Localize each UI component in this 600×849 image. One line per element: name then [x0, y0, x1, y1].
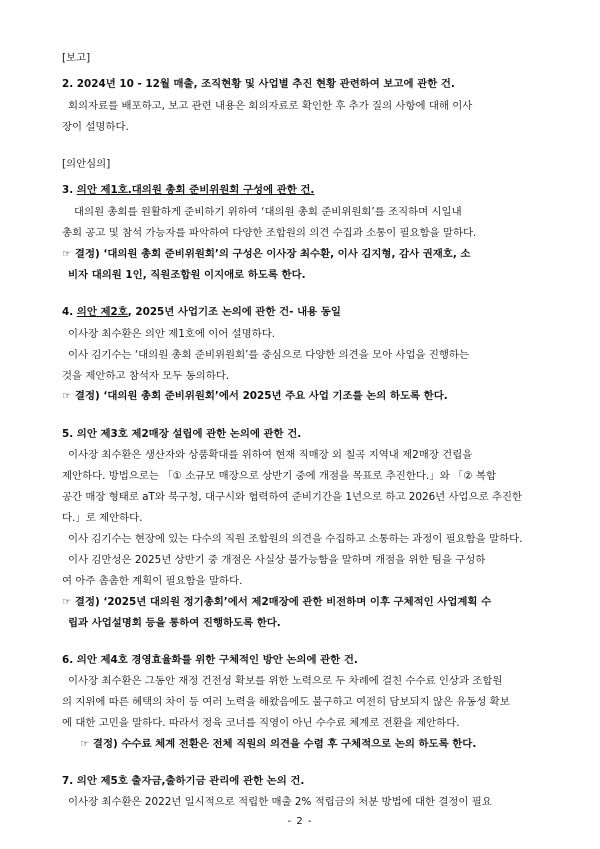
item-2-body-line: 회의자료를 배포하고, 보고 관련 내용은 회의자료로 확인한 후 추가 질의 사항에 대해 이사 [68, 100, 473, 112]
item-4-title-underlined: 의안 제2호 [76, 306, 128, 318]
item-5-decision-line: ☞ 결정) ‘2025년 대의원 정기총회’에서 제2매장에 관한 비전하며 이후 구체적인 사업계획 수 [62, 596, 492, 608]
item-4-title [62, 306, 550, 319]
page-number: - 2 - [287, 816, 313, 827]
item-6-decision-line: ☞ 결정) 수수료 체계 전환은 전체 직원의 의견을 수렴 후 구체적으로 논의 하도록 한다. [80, 738, 477, 750]
item-6-title: 6. 의안 제4호 경영효율화를 위한 구체적인 방안 논의에 관한 건. [62, 654, 358, 666]
item-3-decision-line: 비자 대의원 1인, 직원조합원 이지애로 하도록 한다. [68, 269, 306, 281]
item-4-body-line: 이사 김기수는 ‘대의원 총회 준비위원회’를 중심으로 다양한 의견을 모아 사업을 진행하는 [68, 349, 469, 361]
item-5-body-line: 다.」로 제안하다. [62, 512, 143, 524]
item-3-number: 3. [62, 184, 77, 196]
item-4-body-line: 이사장 최수환은 의안 제1호에 이어 설명하다. [68, 328, 276, 340]
item-7-body-line: 이사장 최수환은 2022년 일시적으로 적립한 매출 2% 적립금의 처분 방법에 대한 결정이 필요 [68, 796, 492, 808]
item-5-body-line: 공간 매장 형태로 aT와 북구청, 대구시와 협력하여 준비기간을 1년으로 하고 2026년 사업으로 추진한 [62, 491, 523, 503]
item-2-title: 2. 2024년 10 - 12월 매출, 조직현황 및 사업별 추진 현황 관련하여 보고에 관한 건. [62, 78, 455, 90]
item-5-body-line: 이사장 최수환은 생산자와 상품확대를 위하여 현재 직매장 외 칠곡 지역내 제2매장 건립을 [68, 449, 473, 461]
item-5-body-line: 이사 김만성은 2025년 상반기 중 개점은 사실상 불가능함을 말하며 개점을 위한 팀을 구성하 [68, 554, 486, 566]
item-5-decision-line: 립과 사업설명회 등을 통하여 진행하도록 한다. [68, 617, 281, 629]
item-3-title-text: 의안 제1호.대의원 총회 준비위원회 구성에 관한 건. [76, 184, 315, 196]
item-3-body-line: 총회 공고 및 참석 가능자를 파악하여 다양한 조합원의 의견 수집과 소통이 필요함을 말하다. [62, 227, 477, 239]
item-6-body-line: 이사장 최수환은 그동안 재정 건전성 확보를 위한 노력으로 두 차례에 걸친 수수료 인상과 조합원 [68, 675, 503, 687]
item-6-body-line: 에 대한 고민을 말하다. 따라서 정육 코너를 직영이 아닌 수수료 체계로 전환을 제안하다. [62, 717, 460, 729]
agenda-section-header: [의안심의] [62, 158, 111, 170]
item-7-title: 7. 의안 제5호 출자금,출하기금 관리에 관한 논의 건. [62, 775, 305, 787]
item-6-body-line: 의 지위에 따른 혜택의 차이 등 여러 노력을 해왔음에도 불구하고 여전히 담보되지 않은 유동성 확보 [62, 696, 510, 708]
item-5-body-line: 제안하다. 방법으로는 「① 소규모 매장으로 상반기 중에 개점을 목표로 추진한다.」와 「② 복합 [62, 470, 497, 482]
item-4-decision-line: ☞ 결정) ‘대의원 총회 준비위원회’에서 2025년 주요 사업 기조를 논의 하도록 한다. [62, 390, 448, 402]
report-section-header: [보고] [62, 52, 91, 64]
item-5-title: 5. 의안 제3호 제2매장 설립에 관한 논의에 관한 건. [62, 428, 302, 440]
item-3-title [62, 184, 550, 197]
item-5-body-line: 여 아주 촘촘한 계획이 필요함을 말하다. [62, 575, 243, 587]
item-3-decision-line: ☞ 결정) ‘대의원 총회 준비위원회’의 구성은 이사장 최수환, 이사 김지형, 감사 권재호, 소 [62, 248, 471, 260]
item-4-title-rest: , 2025년 사업기조 논의에 관한 건- 내용 동일 [127, 306, 341, 318]
item-4-number: 4. [62, 306, 77, 318]
item-2-body-line: 장이 설명하다. [62, 121, 129, 133]
item-3-body-line: 대의원 총회를 원활하게 준비하기 위하여 ‘대의원 총회 준비위원회’를 조직하며 시일내 [74, 206, 462, 218]
item-4-body-line: 것을 제안하고 참석자 모두 동의하다. [62, 370, 230, 382]
item-5-body-line: 이사 김기수는 현장에 있는 다수의 직원 조합원의 의견을 수집하고 소통하는 과정이 필요함을 말하다. [68, 533, 523, 545]
